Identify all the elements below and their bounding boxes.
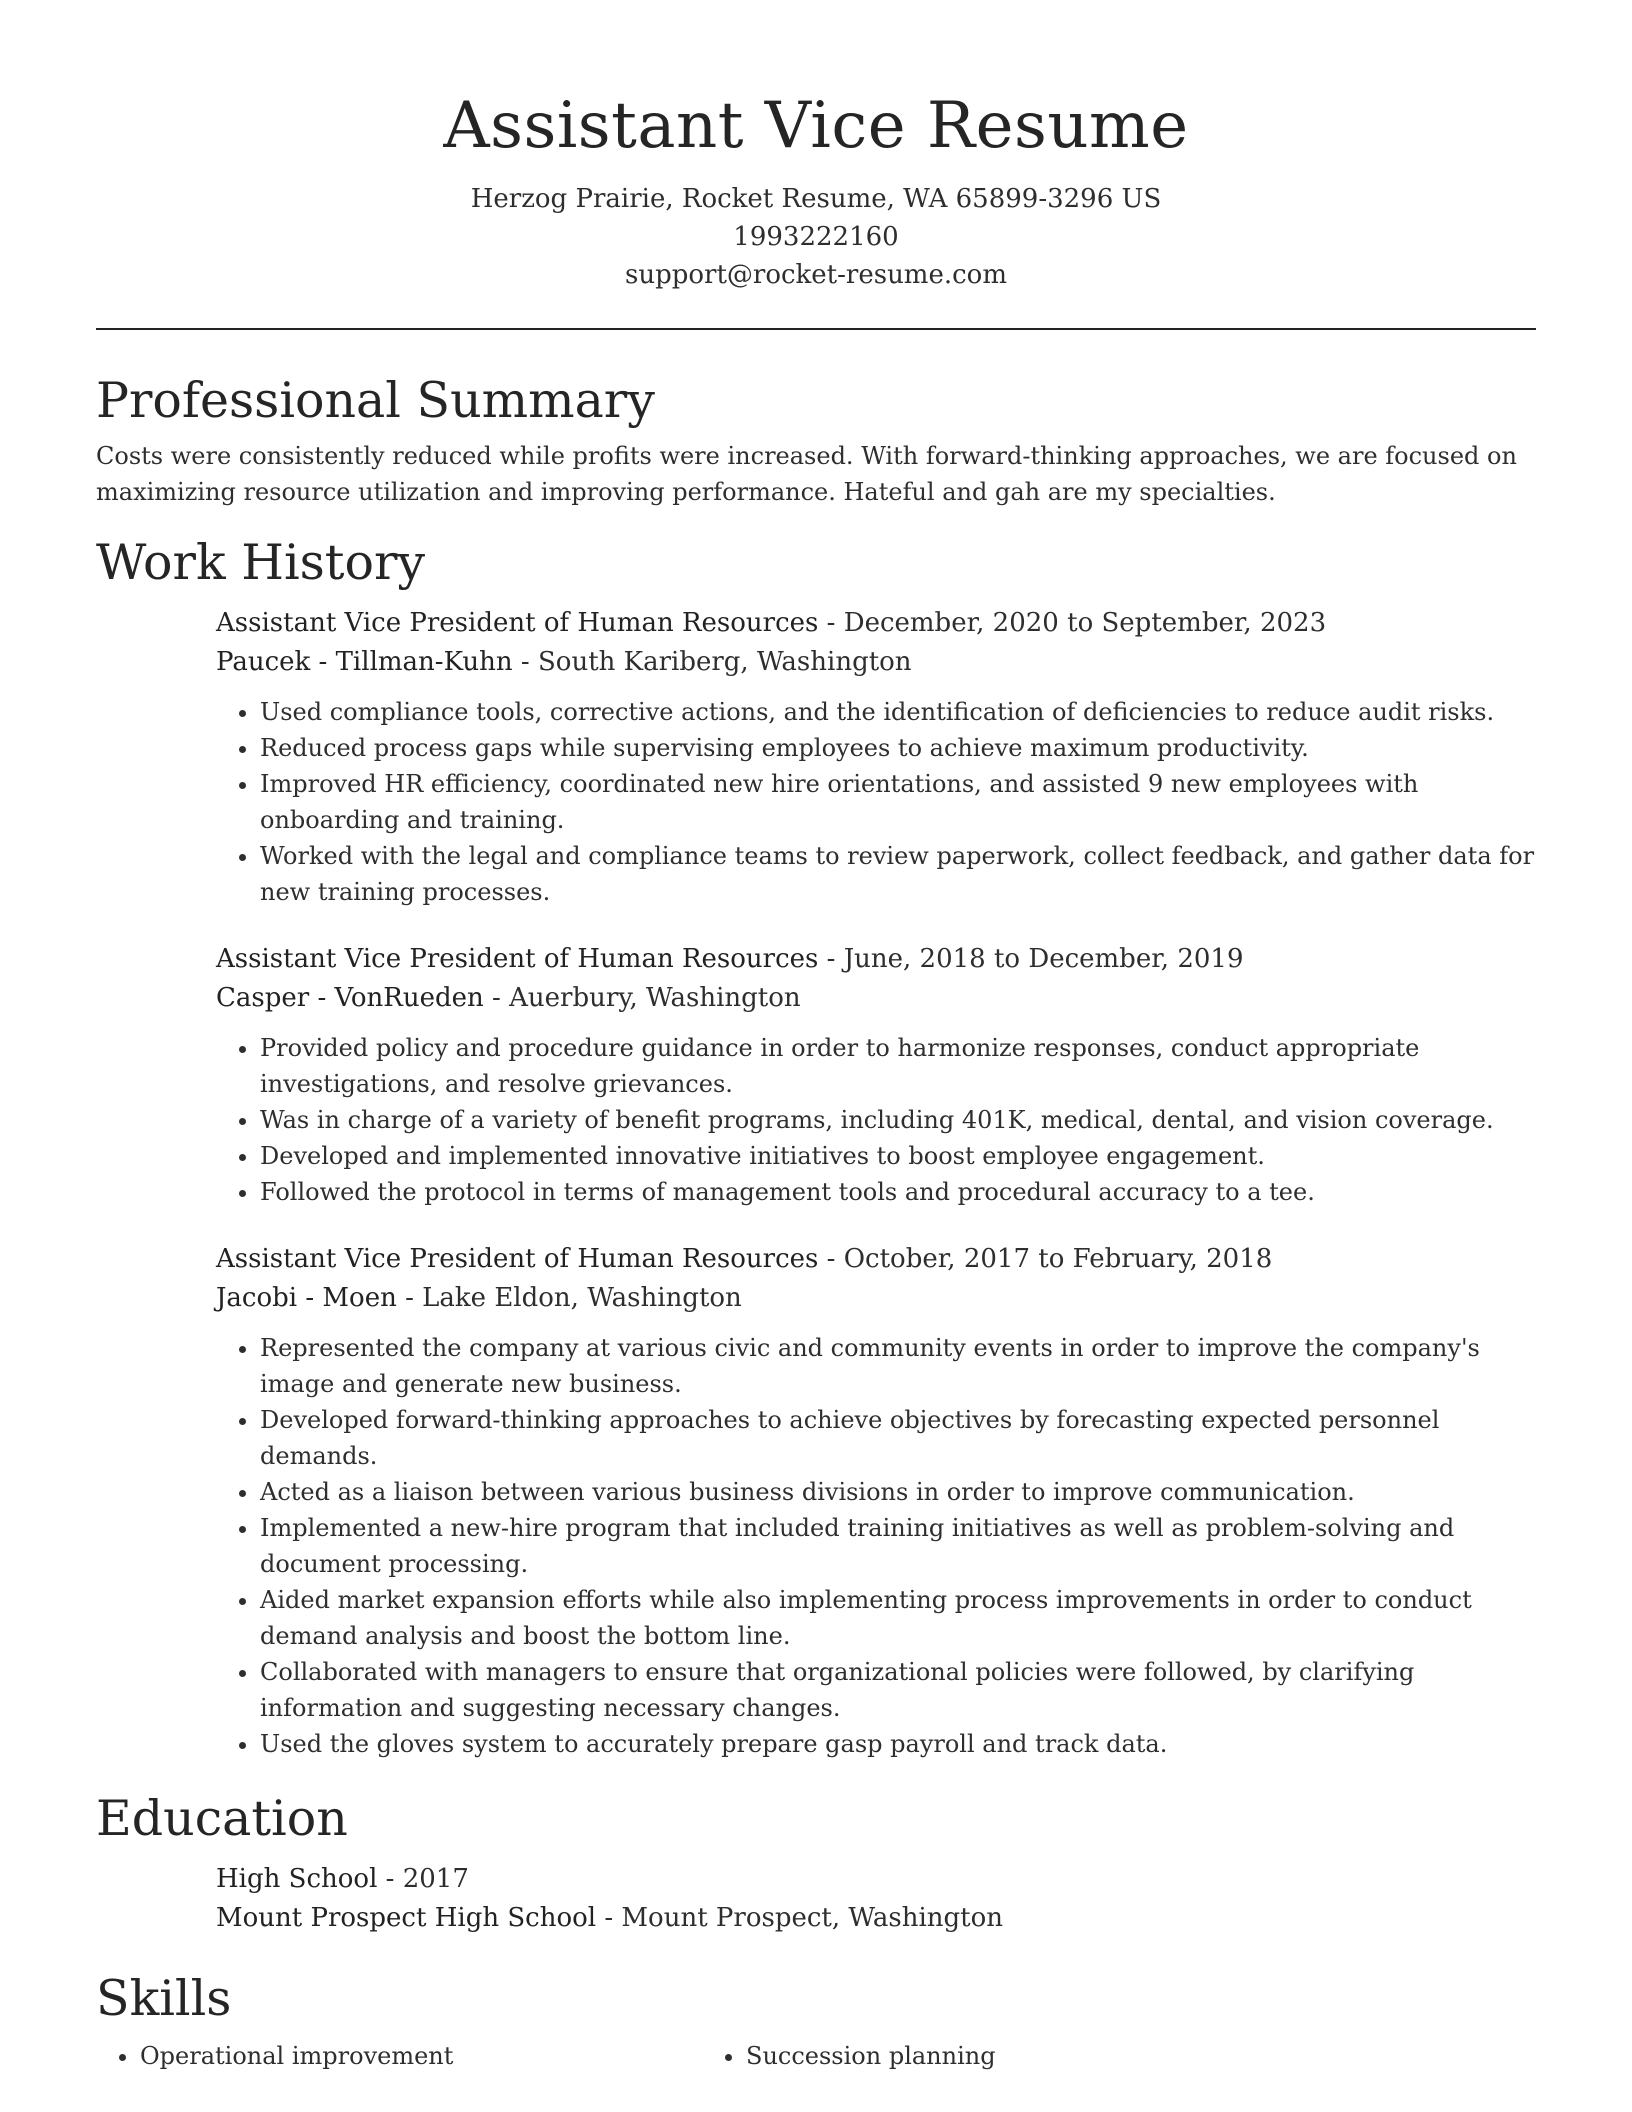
education-degree-line	[216, 1860, 1536, 1899]
education-year: 2017	[402, 1864, 469, 1894]
education-location: Mount Prospect, Washington	[621, 1903, 1003, 1933]
education-degree: High School	[216, 1864, 378, 1894]
job-bullet: • Worked with the legal and compliance teams to review paperwork, collect feedback, and gather data for new training processes.	[260, 838, 1536, 910]
skill-item: • Succession planning	[746, 2038, 1308, 2074]
job-company-line	[216, 1279, 1536, 1318]
skills-column-left	[96, 2038, 702, 2074]
job-bullet: • Provided policy and procedure guidance in order to harmonize responses, conduct appropriate investigations, and resolve grievances.	[260, 1030, 1536, 1102]
education-section	[96, 1788, 1536, 1938]
skills-column-right	[702, 2038, 1308, 2074]
separator: -	[377, 1864, 403, 1894]
separator: -	[396, 1283, 423, 1313]
job-bullet: • Aided market expansion efforts while also implementing process improvements in order to conduct demand analysis and boost the bottom line.	[260, 1582, 1536, 1654]
education-title: Education	[96, 1790, 348, 1847]
job-company-line	[216, 979, 1536, 1018]
separator: -	[818, 1244, 844, 1274]
education-entry	[216, 1860, 1536, 1938]
job-dates: October, 2017 to February, 2018	[843, 1244, 1273, 1274]
education-school: Mount Prospect High School	[216, 1903, 597, 1933]
skills-list	[96, 2038, 1536, 2074]
job-bullet: • Developed forward-thinking approaches to achieve objectives by forecasting expected personnel demands.	[260, 1402, 1536, 1474]
contact-phone: 1993222160	[733, 222, 899, 252]
job-bullets	[216, 1330, 1536, 1762]
job-bullet: • Reduced process gaps while supervising employees to achieve maximum productivity.	[260, 730, 1536, 766]
separator: -	[818, 944, 844, 974]
work-history-title: Work History	[96, 534, 426, 591]
job-bullet: • Represented the company at various civic and community events in order to improve the company's image and generate new business.	[260, 1330, 1536, 1402]
job-company: Casper - VonRueden	[216, 983, 484, 1013]
skills-title: Skills	[96, 1970, 232, 2027]
job-entry	[216, 604, 1536, 910]
job-bullet: • Collaborated with managers to ensure that organizational policies were followed, by clarifying information and suggesting necessary changes.	[260, 1654, 1536, 1726]
separator: -	[596, 1903, 622, 1933]
job-dates: June, 2018 to December, 2019	[843, 944, 1244, 974]
job-bullets	[216, 694, 1536, 910]
header-divider	[96, 328, 1536, 330]
contact-email: support@rocket-resume.com	[624, 260, 1007, 290]
job-bullet: • Followed the protocol in terms of management tools and procedural accuracy to a tee.	[260, 1174, 1536, 1210]
job-bullets	[216, 1030, 1536, 1210]
job-bullet: • Developed and implemented innovative initiatives to boost employee engagement.	[260, 1138, 1536, 1174]
job-company: Jacobi - Moen	[216, 1283, 397, 1313]
job-role: Assistant Vice President of Human Resources	[216, 608, 819, 638]
job-role: Assistant Vice President of Human Resources	[216, 1244, 819, 1274]
education-school-line	[216, 1899, 1536, 1938]
contact-info	[96, 180, 1536, 294]
job-role: Assistant Vice President of Human Resources	[216, 944, 819, 974]
separator: -	[512, 647, 538, 677]
job-title-line	[216, 940, 1536, 979]
separator: -	[483, 983, 510, 1013]
job-bullet: • Used compliance tools, corrective actions, and the identification of deficiencies to reduce audit risks.	[260, 694, 1536, 730]
summary-text: Costs were consistently reduced while profits were increased. With forward-thinking approaches, we are focused on maximizing resource utilization and improving performance. Hateful and gah are my specialties.	[96, 442, 1517, 506]
job-company: Paucek - Tillman-Kuhn	[216, 647, 513, 677]
job-location: Lake Eldon, Washington	[422, 1283, 742, 1313]
resume-header	[96, 0, 1536, 294]
summary-section	[96, 370, 1536, 510]
job-bullet: • Implemented a new-hire program that included training initiatives as well as problem-solving and document processing.	[260, 1510, 1536, 1582]
job-entry	[216, 940, 1536, 1210]
work-history-section	[96, 532, 1536, 1762]
job-bullet: • Acted as a liaison between various business divisions in order to improve communication.	[260, 1474, 1536, 1510]
resume-name: Assistant Vice Resume	[443, 89, 1189, 163]
job-location: Auerbury, Washington	[509, 983, 801, 1013]
resume-page	[96, 0, 1536, 2074]
job-dates: December, 2020 to September, 2023	[843, 608, 1327, 638]
job-bullet: • Was in charge of a variety of benefit programs, including 401K, medical, dental, and vision coverage.	[260, 1102, 1536, 1138]
job-location: South Kariberg, Washington	[537, 647, 912, 677]
job-bullet: • Improved HR efficiency, coordinated new hire orientations, and assisted 9 new employees with onboarding and training.	[260, 766, 1536, 838]
skill-item: • Operational improvement	[140, 2038, 702, 2074]
skills-section	[96, 1968, 1536, 2074]
job-company-line	[216, 643, 1536, 682]
job-title-line	[216, 604, 1536, 643]
job-title-line	[216, 1240, 1536, 1279]
job-bullet: • Used the gloves system to accurately prepare gasp payroll and track data.	[260, 1726, 1536, 1762]
summary-title: Professional Summary	[96, 372, 655, 429]
job-entry	[216, 1240, 1536, 1762]
separator: -	[818, 608, 844, 638]
contact-address: Herzog Prairie, Rocket Resume, WA 65899-3296 US	[470, 184, 1162, 214]
